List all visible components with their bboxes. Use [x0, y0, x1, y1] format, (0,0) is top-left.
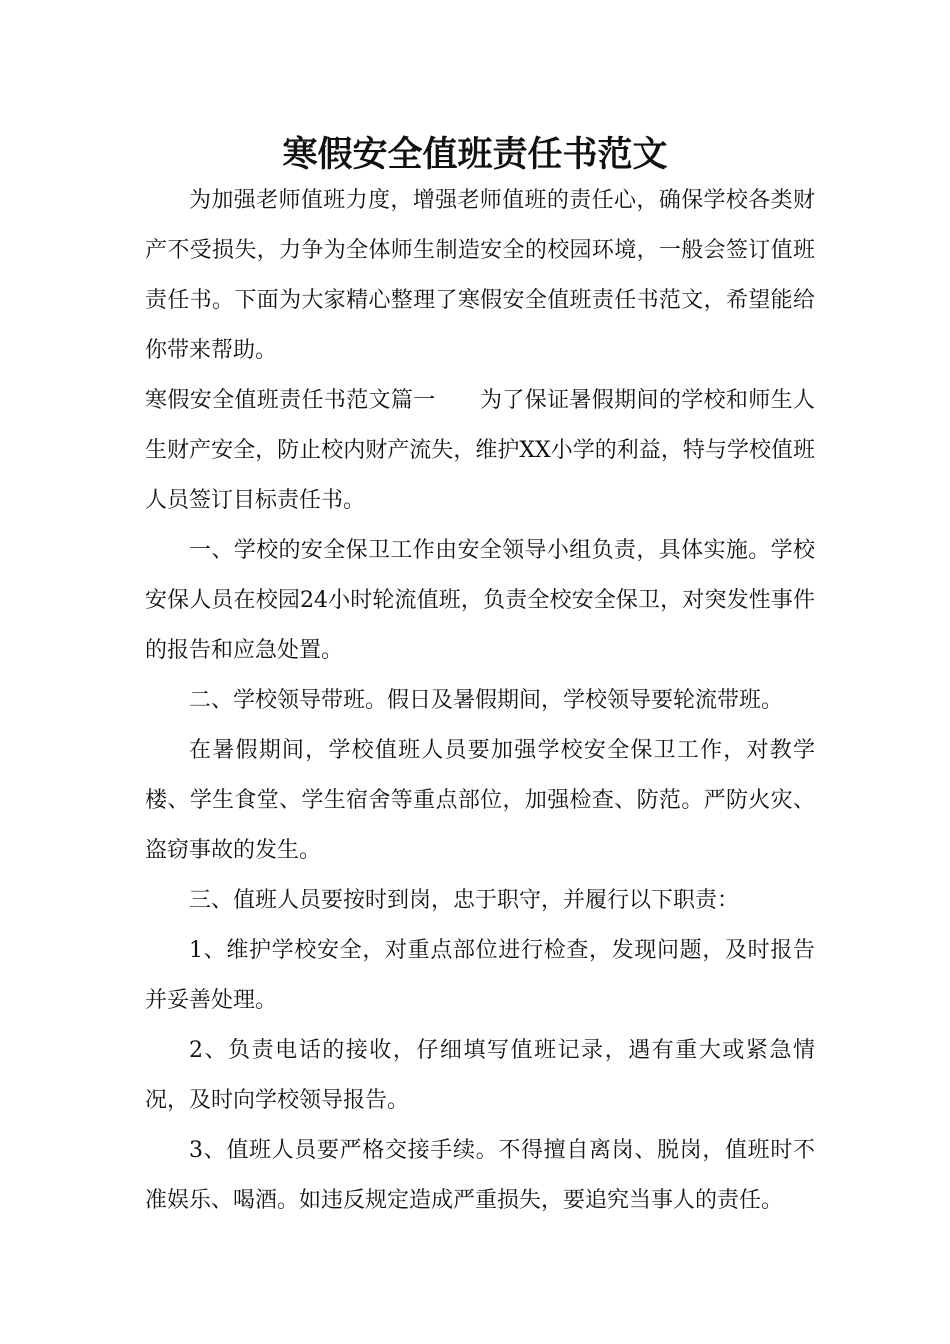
section-heading: 寒假安全值班责任书范文篇一 — [145, 388, 436, 413]
clause-1-paragraph: 一、学校的安全保卫工作由安全领导小组负责，具体实施。学校安保人员在校园24小时轮流值班，负责全校安全保卫，对突发性事件的报告和应急处置。 — [145, 538, 815, 663]
document-title: 寒假安全值班责任书范文 — [282, 134, 668, 175]
duty-2-paragraph: 2、负责电话的接收，仔细填写值班记录，遇有重大或紧急情况，及时向学校领导报告。 — [145, 1038, 815, 1113]
section-paragraph — [145, 376, 815, 526]
clause-2-paragraph: 二、学校领导带班。假日及暑假期间，学校领导要轮流带班。 — [189, 688, 784, 713]
document-body — [145, 176, 815, 1226]
clause-3-paragraph: 三、值班人员要按时到岗，忠于职守，并履行以下职责： — [189, 888, 740, 913]
duty-3-paragraph: 3、值班人员要严格交接手续。不得擅自离岗、脱岗，值班时不准娱乐、喝酒。如违反规定造成严重损失，要追究当事人的责任。 — [145, 1138, 815, 1213]
clause-2-detail-paragraph: 在暑假期间，学校值班人员要加强学校安全保卫工作，对教学楼、学生食堂、学生宿舍等重点部位，加强检查、防范。严防火灾、盗窃事故的发生。 — [145, 738, 815, 863]
intro-paragraph: 为加强老师值班力度，增强老师值班的责任心，确保学校各类财产不受损失，力争为全体师生制造安全的校园环境，一般会签订值班责任书。下面为大家精心整理了寒假安全值班责任书范文，希望能给你带来帮助。 — [145, 188, 815, 363]
section-intro-text: 为了保证暑假期间的学校和师生人生财产安全，防止校内财产流失，维护XX小学的利益，特与学校值班人员签订目标责任书。 — [145, 388, 815, 513]
duty-1-paragraph: 1、维护学校安全，对重点部位进行检查，发现问题，及时报告并妥善处理。 — [145, 938, 815, 1013]
